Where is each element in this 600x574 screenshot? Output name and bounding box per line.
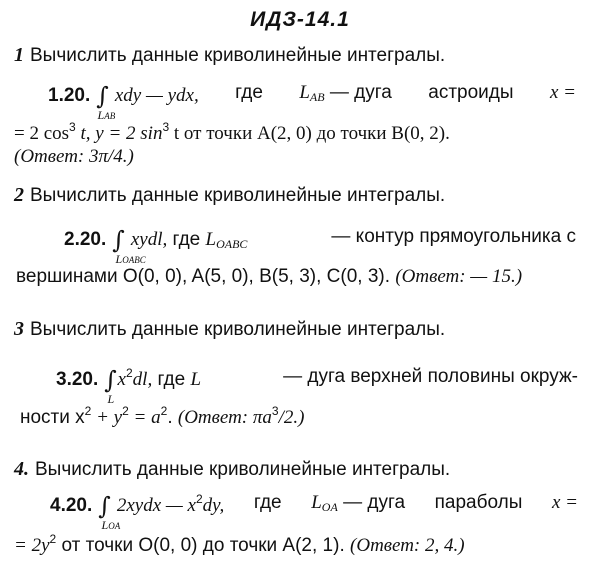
integrand: xydl, xyxy=(130,229,168,250)
task-1-answer: (Ответ: 3π/4.) xyxy=(14,146,134,167)
task-3-heading xyxy=(14,318,445,341)
problem-number: 1.20. xyxy=(48,85,91,106)
task-number: 1 xyxy=(14,44,24,66)
integral-sign: ∫ LOABC xyxy=(112,226,146,266)
task-3-line-1: 3.20. ∫ L $x^2dl$, где L — дуга верхней половины окруж- xyxy=(56,366,578,406)
task-1-line-1: 1.20. ∫ LAB xdy — ydx, где LAB — дуга астроиды x = xyxy=(48,82,576,122)
integral-sign: ∫ LAB xyxy=(96,82,116,122)
task-1-line-2: = 2 $\cos^3 t$, y = 2 $\sin^3 t$ от точки A(2, 0) до точки B(0, 2). xyxy=(14,120,450,144)
integrand: xdy — ydx, xyxy=(114,85,199,106)
integral-sign: ∫ LOA xyxy=(98,492,121,532)
problem-number: 3.20. xyxy=(56,369,99,390)
task-4-line-1: 4.20. ∫ LOA 2xydx — $x^2dy$, где LOA — дуга параболы x = xyxy=(50,492,578,532)
task-3-line-2: ности $x^2 + y^2 = a^2$. (Ответ: $\pi a^3/2$.) xyxy=(20,404,305,428)
task-2-line-1: 2.20. ∫ LOABC xydl, где LOABC — контур прямоугольника с xyxy=(64,226,576,266)
where-word: где xyxy=(235,82,263,103)
heading-text: Вычислить данные криволинейные интегралы. xyxy=(30,185,446,206)
dash-text: — дуга xyxy=(329,82,392,103)
x-equals: x = xyxy=(549,82,576,103)
heading-text: Вычислить данные криволинейные интегралы. xyxy=(30,45,446,66)
task-1-heading xyxy=(14,44,445,67)
task-4-heading xyxy=(14,458,450,481)
task-number: 2 xyxy=(14,184,24,206)
task-number: 4. xyxy=(14,458,29,480)
task-2-line-2: вершинами O(0, 0), A(5, 0), B(5, 3), C(0, 3). (Ответ: — 15.) xyxy=(16,266,523,287)
task-4-line-2: = $2y^2$ от точки O(0, 0) до точки A(2, 1). (Ответ: 2, 4.) xyxy=(14,532,465,556)
task-number: 3 xyxy=(14,318,24,340)
problem-number: 2.20. xyxy=(64,229,107,250)
heading-text: Вычислить данные криволинейные интегралы. xyxy=(35,459,451,480)
task-2-heading xyxy=(14,184,445,207)
integral-sign: ∫ L xyxy=(104,366,117,406)
problem-number: 4.20. xyxy=(50,495,93,516)
curve-name: астроиды xyxy=(428,82,514,103)
heading-text: Вычислить данные криволинейные интегралы. xyxy=(30,319,446,340)
page-title: ИДЗ-14.1 xyxy=(250,8,350,31)
